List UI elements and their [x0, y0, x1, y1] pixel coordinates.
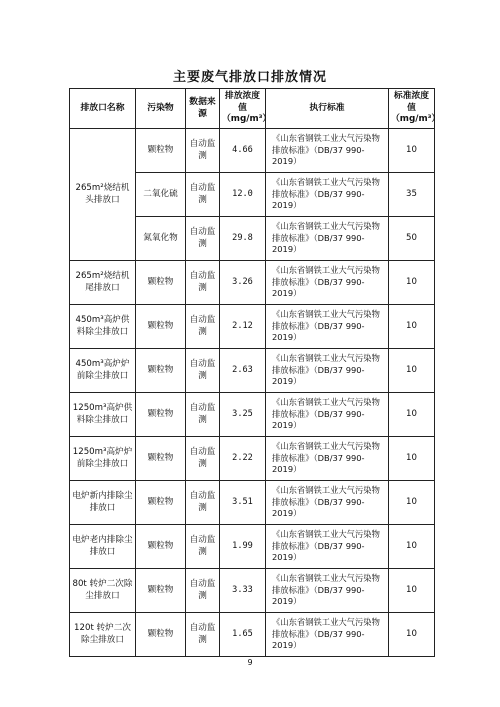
emissions-table — [69, 88, 441, 657]
pollutant-cell: 颗粒物 — [136, 261, 186, 305]
table-row — [70, 393, 435, 437]
standard-cell: 《山东省钢铁工业大气污染物排放标准》（DB/37 990-2019） — [266, 217, 389, 261]
standard-cell: 《山东省钢铁工业大气污染物排放标准》（DB/37 990-2019） — [266, 173, 389, 217]
pollutant-cell: 颗粒物 — [136, 613, 186, 657]
pollutant-cell: 氮氧化物 — [136, 217, 186, 261]
standard-cell: 《山东省钢铁工业大气污染物排放标准》（DB/37 990-2019） — [266, 305, 389, 349]
header-concentration: 排放浓度值（mg/m³） — [220, 89, 266, 129]
source-cell: 自动监测 — [186, 129, 220, 173]
source-cell: 自动监测 — [186, 349, 220, 393]
limit-cell: 10 — [389, 305, 435, 349]
concentration-cell: 2.22 — [220, 437, 266, 481]
outlet-cell: 80t 转炉二次除尘排放口 — [70, 569, 136, 613]
limit-cell: 10 — [389, 525, 435, 569]
outlet-cell: 电炉老内排除尘排放口 — [70, 525, 136, 569]
limit-cell: 10 — [389, 349, 435, 393]
standard-cell: 《山东省钢铁工业大气污染物排放标准》（DB/37 990-2019） — [266, 129, 389, 173]
limit-cell: 50 — [389, 217, 435, 261]
table-body — [70, 129, 435, 657]
header-source: 数据来源 — [186, 89, 220, 129]
header-limit: 标准浓度值（mg/m³） — [389, 89, 435, 129]
concentration-cell: 3.33 — [220, 569, 266, 613]
concentration-cell: 12.0 — [220, 173, 266, 217]
standard-cell: 《山东省钢铁工业大气污染物排放标准》（DB/37 990-2019） — [266, 437, 389, 481]
source-cell: 自动监测 — [186, 613, 220, 657]
table-row — [70, 437, 435, 481]
outlet-cell: 电炉新内排除尘排放口 — [70, 481, 136, 525]
standard-cell: 《山东省钢铁工业大气污染物排放标准》（DB/37 990-2019） — [266, 349, 389, 393]
outlet-cell: 265m²烧结机头排放口 — [70, 129, 136, 261]
header-outlet: 排放口名称 — [70, 89, 136, 129]
source-cell: 自动监测 — [186, 217, 220, 261]
table-row — [70, 349, 435, 393]
outlet-cell: 450m³高炉炉前除尘排放口 — [70, 349, 136, 393]
standard-cell: 《山东省钢铁工业大气污染物排放标准》（DB/37 990-2019） — [266, 481, 389, 525]
standard-cell: 《山东省钢铁工业大气污染物排放标准》（DB/37 990-2019） — [266, 569, 389, 613]
outlet-cell: 1250m³高炉炉前除尘排放口 — [70, 437, 136, 481]
source-cell: 自动监测 — [186, 437, 220, 481]
pollutant-cell: 二氧化硫 — [136, 173, 186, 217]
header-standard: 执行标准 — [266, 89, 389, 129]
limit-cell: 10 — [389, 569, 435, 613]
pollutant-cell: 颗粒物 — [136, 437, 186, 481]
table-row — [70, 481, 435, 525]
limit-cell: 10 — [389, 261, 435, 305]
table-row — [70, 525, 435, 569]
source-cell: 自动监测 — [186, 261, 220, 305]
pollutant-cell: 颗粒物 — [136, 305, 186, 349]
pollutant-cell: 颗粒物 — [136, 569, 186, 613]
concentration-cell: 4.66 — [220, 129, 266, 173]
concentration-cell: 3.51 — [220, 481, 266, 525]
pollutant-cell: 颗粒物 — [136, 393, 186, 437]
source-cell: 自动监测 — [186, 525, 220, 569]
source-cell: 自动监测 — [186, 305, 220, 349]
concentration-cell: 3.25 — [220, 393, 266, 437]
concentration-cell: 1.65 — [220, 613, 266, 657]
outlet-cell: 265m²烧结机尾排放口 — [70, 261, 136, 305]
pollutant-cell: 颗粒物 — [136, 525, 186, 569]
table-row — [70, 569, 435, 613]
outlet-cell: 120t 转炉二次除尘排放口 — [70, 613, 136, 657]
limit-cell: 35 — [389, 173, 435, 217]
outlet-cell: 450m³高炉供料除尘排放口 — [70, 305, 136, 349]
concentration-cell: 3.26 — [220, 261, 266, 305]
limit-cell: 10 — [389, 393, 435, 437]
table-row — [70, 305, 435, 349]
concentration-cell: 2.63 — [220, 349, 266, 393]
table-header-row — [70, 89, 435, 129]
source-cell: 自动监测 — [186, 481, 220, 525]
limit-cell: 10 — [389, 129, 435, 173]
limit-cell: 10 — [389, 613, 435, 657]
header-pollutant: 污染物 — [136, 89, 186, 129]
concentration-cell: 29.8 — [220, 217, 266, 261]
source-cell: 自动监测 — [186, 569, 220, 613]
table-row — [70, 613, 435, 657]
standard-cell: 《山东省钢铁工业大气污染物排放标准》（DB/37 990-2019） — [266, 261, 389, 305]
concentration-cell: 1.99 — [220, 525, 266, 569]
pollutant-cell: 颗粒物 — [136, 349, 186, 393]
table-row — [70, 261, 435, 305]
limit-cell: 10 — [389, 437, 435, 481]
standard-cell: 《山东省钢铁工业大气污染物排放标准》（DB/37 990-2019） — [266, 525, 389, 569]
pollutant-cell: 颗粒物 — [136, 129, 186, 173]
standard-cell: 《山东省钢铁工业大气污染物排放标准》（DB/37 990-2019） — [266, 613, 389, 657]
limit-cell: 10 — [389, 481, 435, 525]
concentration-cell: 2.12 — [220, 305, 266, 349]
standard-cell: 《山东省钢铁工业大气污染物排放标准》（DB/37 990-2019） — [266, 393, 389, 437]
source-cell: 自动监测 — [186, 393, 220, 437]
page-number: 9 — [247, 658, 253, 667]
source-cell: 自动监测 — [186, 173, 220, 217]
page-title: 主要废气排放口排放情况 — [172, 70, 327, 85]
table-row — [70, 129, 435, 173]
pollutant-cell: 颗粒物 — [136, 481, 186, 525]
outlet-cell: 1250m³高炉供料除尘排放口 — [70, 393, 136, 437]
